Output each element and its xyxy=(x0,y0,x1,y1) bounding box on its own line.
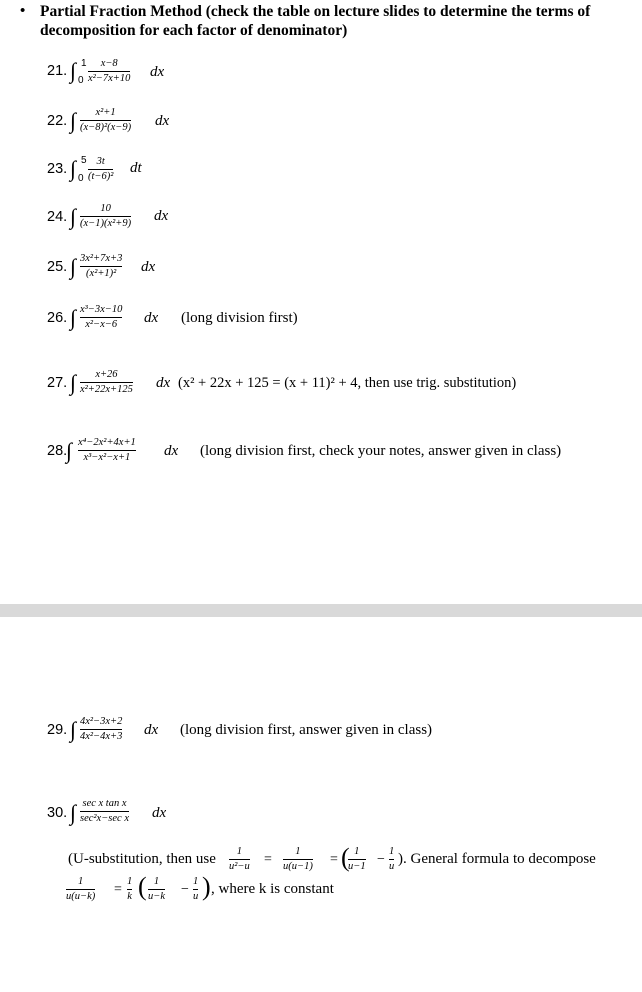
integrand-fraction xyxy=(80,798,129,825)
hint-suffix: ). General formula to decompose xyxy=(398,851,596,867)
numerator: 1 xyxy=(295,846,301,857)
numerator: 1 xyxy=(389,846,395,857)
hint-general-fraction-1 xyxy=(66,876,95,903)
integrand-fraction xyxy=(78,437,136,464)
problem-number: 26. xyxy=(47,310,68,326)
denominator: u xyxy=(193,891,199,902)
integrand-fraction xyxy=(80,203,131,230)
numerator: 4x²−3x+2 xyxy=(80,716,123,727)
differential: dx xyxy=(155,113,170,129)
differential: dx xyxy=(150,64,165,80)
hint-general-fraction-2 xyxy=(127,876,132,903)
differential: dt xyxy=(130,160,142,176)
integral-sign: ∫ xyxy=(70,108,77,133)
problem-note: (long division first, check your notes, answer given in class) xyxy=(200,443,562,459)
integrand-fraction xyxy=(80,716,122,743)
denominator: u²−u xyxy=(229,861,250,872)
integral-sign: ∫ xyxy=(70,800,77,825)
problem-number: 24. xyxy=(47,209,68,225)
denominator: (x−1)(x²+9) xyxy=(80,218,132,229)
hint-fraction-4 xyxy=(389,846,394,873)
denominator: sec²x−sec x xyxy=(80,813,129,824)
numerator: x⁴−2x²+4x+1 xyxy=(78,437,136,448)
problem-number: 29. xyxy=(47,722,68,738)
integrand-fraction xyxy=(80,253,122,280)
numerator: x+26 xyxy=(95,369,118,380)
differential: dx xyxy=(141,259,156,275)
numerator: x²+1 xyxy=(95,107,116,118)
numerator: 3t xyxy=(96,156,105,167)
bullet-icon: • xyxy=(20,3,26,19)
denominator: 4x²−4x+3 xyxy=(80,731,123,742)
hint-general-fraction-4 xyxy=(193,876,198,903)
problem-number: 27. xyxy=(47,375,68,391)
numerator: x−8 xyxy=(100,58,118,69)
integral-sign: ∫ xyxy=(70,58,77,83)
open-paren: ( xyxy=(341,843,350,872)
differential: dx xyxy=(154,208,169,224)
integrand-fraction xyxy=(80,369,133,396)
problem-number: 25. xyxy=(47,259,68,275)
differential: dx xyxy=(144,310,159,326)
integral-sign: ∫ xyxy=(70,204,77,229)
integral-sign: ∫ xyxy=(70,254,77,279)
equals-sign: = xyxy=(330,852,338,867)
integral-sign: ∫ xyxy=(70,717,77,742)
close-paren: ) xyxy=(202,872,211,901)
numerator: 1 xyxy=(354,846,360,857)
problem-number: 22. xyxy=(47,113,68,129)
integrand-fraction xyxy=(80,107,131,134)
lower-limit: 0 xyxy=(78,75,84,86)
differential: dx xyxy=(156,375,171,391)
denominator: (x²+1)² xyxy=(86,268,117,279)
hint-fraction-2 xyxy=(283,846,313,873)
integrand-fraction xyxy=(80,304,122,331)
problem-note: (long division first) xyxy=(181,310,298,326)
denominator: u(u−k) xyxy=(66,891,96,902)
lower-limit: 0 xyxy=(78,173,84,184)
denominator: x²+22x+125 xyxy=(80,384,133,395)
denominator: u−1 xyxy=(348,861,366,872)
numerator: 1 xyxy=(236,846,242,857)
integral-sign: ∫ xyxy=(70,156,77,181)
equals-sign: = xyxy=(264,852,272,867)
upper-limit: 5 xyxy=(81,155,87,166)
problem-number: 23. xyxy=(47,161,68,177)
denominator: x²−x−6 xyxy=(85,319,118,330)
numerator: sec x tan x xyxy=(82,798,127,809)
denominator: u−k xyxy=(148,891,165,902)
problem-number: 30. xyxy=(47,805,68,821)
integral-sign: ∫ xyxy=(70,370,77,395)
hint-general-fraction-3 xyxy=(148,876,165,903)
integral-sign: ∫ xyxy=(66,438,73,463)
denominator: x²−7x+10 xyxy=(88,73,131,84)
numerator: 1 xyxy=(127,876,133,887)
header-text: Partial Fraction Method (check the table on lecture slides to determine the terms of decomposition for each factor of denominator) xyxy=(40,3,591,39)
numerator: 1 xyxy=(78,876,84,887)
denominator: (t−6)² xyxy=(88,171,114,182)
problem-number: 21. xyxy=(47,63,68,79)
integrand-fraction xyxy=(88,58,130,85)
equals-sign: = xyxy=(114,882,122,897)
integral-sign: ∫ xyxy=(70,305,77,330)
upper-limit: 1 xyxy=(81,58,87,69)
problem-note: (long division first, answer given in class) xyxy=(180,722,433,738)
numerator: 10 xyxy=(100,203,111,214)
numerator: 1 xyxy=(153,876,160,887)
integrand-fraction xyxy=(88,156,113,183)
denominator: (x−8)²(x−9) xyxy=(80,122,132,133)
hint-general-suffix: , where k is constant xyxy=(211,881,334,897)
denominator: u xyxy=(389,861,395,872)
minus-sign: − xyxy=(377,852,385,867)
numerator: x³−3x−10 xyxy=(80,304,123,315)
minus-sign: − xyxy=(181,882,189,897)
numerator: 1 xyxy=(193,876,199,887)
denominator: u(u−1) xyxy=(283,861,313,872)
page-break-divider xyxy=(0,604,642,617)
hint-fraction-1 xyxy=(229,846,250,873)
problem-note: (x² + 22x + 125 = (x + 11)² + 4, then use trig. substitution) xyxy=(178,375,517,391)
numerator: 3x²+7x+3 xyxy=(80,253,123,264)
problem-number: 28. xyxy=(47,443,68,459)
denominator: k xyxy=(127,891,132,902)
differential: dx xyxy=(144,722,159,738)
open-paren: ( xyxy=(138,872,147,901)
hint-prefix: (U-substitution, then use xyxy=(68,851,216,867)
denominator: x³−x²−x+1 xyxy=(83,452,131,463)
differential: dx xyxy=(164,443,179,459)
section-header xyxy=(18,2,630,40)
differential: dx xyxy=(152,805,167,821)
hint-fraction-3 xyxy=(348,846,366,873)
